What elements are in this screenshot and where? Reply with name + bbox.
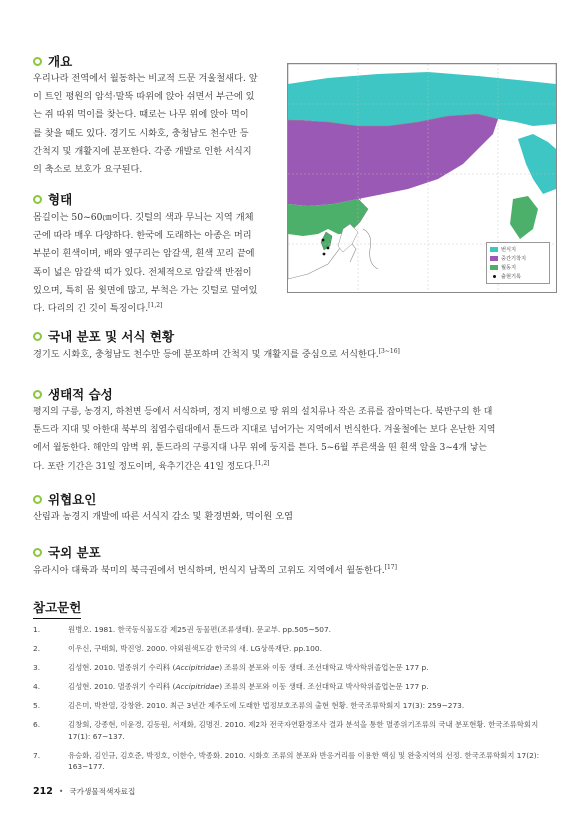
circle-bullet-icon [33,57,42,66]
legend-item-intermediate: 중간기착지 [490,254,546,263]
circle-bullet-icon [33,495,42,504]
references-list [33,624,555,780]
map-breeding-zone-east [518,134,556,194]
occurrence-dot [322,239,325,242]
overview-text: 우리나라 전역에서 월동하는 비교적 드문 겨울철새다. 앞 이 트인 평원의 암석·말뚝 따위에 앉아 쉬면서 부근에 있 는 쥐 따위 먹이를 찾는다. 때로는 나무 위에 앉아 먹이 를 찾을 때도 있다. 경기도 시화호, 충청남도 천수만 등 간척지 및 개활지에 분포한다. 각종 개발로 인한 서식지 의 축소로 보호가 요구된다. [33,73,258,176]
section-title-threats: 위협요인 [33,490,96,508]
map-legend [486,242,550,284]
distribution-map [287,63,557,293]
threats-text: 산림과 농경지 개발에 따른 서식지 감소 및 환경변화, 먹이원 오염 [33,511,293,522]
section-title-morphology: 형태 [33,190,72,208]
reference-item: 1. 원병오. 1981. 한국동식물도감 제25권 동물편(조류생태). 문교부. pp.505~507. [33,625,332,634]
map-breeding-zone [288,72,556,126]
map-wintering-zone-east [510,196,538,239]
wintering-swatch-icon [490,265,498,270]
occurrence-dot [327,247,330,250]
section-title-ecology: 생태적 습성 [33,385,113,403]
legend-item-occurrence: 출현기록 [490,272,546,281]
footer-separator: • [58,787,64,796]
circle-bullet-icon [33,390,42,399]
reference-item: 5. 김은미, 박찬열, 강창완. 2010. 최근 3년간 제주도에 도래한 법정보호조류의 출현 현황. 한국조류학회지 17(3): 259~273. [33,701,465,710]
domestic-text: 경기도 시화호, 충청남도 천수만 등에 분포하며 간척지 및 개활지를 중심으로 서식한다.[3~16] [33,347,400,360]
section-title-overview: 개요 [33,52,72,70]
reference-item: 6. 김창회, 강종현, 이윤경, 김동원, 서재화, 김명진. 2010. 제2차 전국자연환경조사 결과 분석을 통한 멸종위기조류의 국내 분포현황. 한국조류학회지 17(1): 67~137. [33,720,539,741]
morphology-text: 몸길이는 50~60㎝이다. 깃털의 색과 무늬는 지역 개체 군에 따라 매우 다양하다. 한국에 도래하는 아종은 머리 부분이 흰색이며, 배와 옆구리는 암갈색, 흰색 꼬리 끝에 폭이 넓은 암갈색 띠가 있다. 전체적으로 암갈색 반점이 있으며, 특히 몸 윗면에 많고, 부척은 가는 깃털로 덮여있 다. 다리의 긴 깃이 특징이다.[1,2] [33,212,258,315]
ecology-text: 평지의 구릉, 농경지, 하천변 등에서 서식하며, 정지 비행으로 땅 위의 설치류나 작은 조류를 잡아먹는다. 북반구의 한 대 툰드라 지대 및 아한대 북부의 침엽수림대에서 툰드라 지대로 넘어가는 지역에서 번식한다. 겨울철에는 보다 온난한 지역 에서 월동한다. 해안의 암벽 위, 툰드라의 구릉지대 나무 위에 둥지를 튼다. 5~6월 푸른색을 띤 흰색 알을 3~4개 낳는 다. 포란 기간은 31일 정도이며, 육추기간은 41일 정도다.[1,2] [33,407,496,472]
occurrence-dot-icon [493,275,496,278]
references-title: 참고문헌 [33,598,81,619]
legend-item-breeding: 번식지 [490,245,546,254]
section-title-overseas: 국외 분포 [33,543,101,561]
intermediate-swatch-icon [490,256,498,261]
reference-item: 2. 이우신, 구태회, 박진영. 2000. 야외원색도감 한국의 새. LG상록재단. pp.100. [33,644,322,653]
circle-bullet-icon [33,332,42,341]
occurrence-dot [323,253,326,256]
reference-item: 4. 김성현. 2010. 멸종위기 수리科 (Accipitridae) 조류의 분포와 이동 생태. 조선대학교 박사학위졸업논문 177 p. [33,682,429,691]
overseas-text: 유라시아 대륙과 북미의 북극권에서 번식하며, 번식지 남쪽의 고위도 지역에서 월동한다.[17] [33,563,397,576]
circle-bullet-icon [33,195,42,204]
map-intermediate-zone [288,114,498,206]
book-title: 국가생물적색자료집 [69,787,136,796]
page-footer [33,786,135,797]
page-number: 212 [33,786,53,797]
reference-item: 3. 김성현. 2010. 멸종위기 수리科 (Accipitridae) 조류의 분포와 이동 생태. 조선대학교 박사학위졸업논문 177 p. [33,663,429,672]
breeding-swatch-icon [490,247,498,252]
section-title-domestic: 국내 분포 및 서식 현황 [33,327,174,345]
legend-item-wintering: 월동지 [490,263,546,272]
circle-bullet-icon [33,548,42,557]
reference-item: 7. 유승화, 김인규, 김호준, 박정호, 이한수, 박종화. 2010. 시화호 조류의 분포와 반응거리를 이용한 핵심 및 완충지역의 선정. 한국조류학회지 17(2): 163~177. [33,750,540,771]
